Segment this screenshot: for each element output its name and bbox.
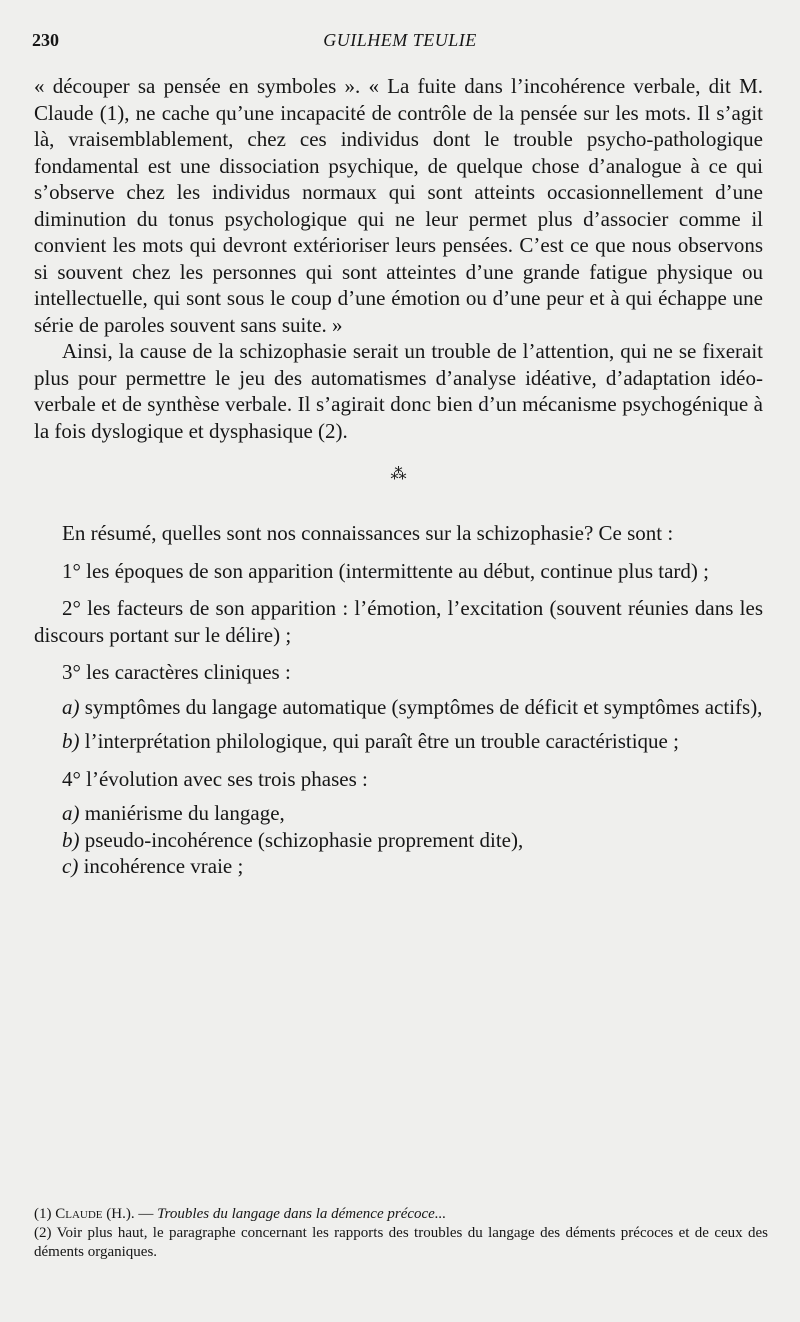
page-header [0,30,800,56]
footnote-1-title: Troubles du langage dans la démence précoce... [157,1206,447,1222]
quote-paragraph: « découper sa pensée en symboles ». « La fuite dans l’incohérence verbale, dit M. Claude (1), ne cache qu’une incapacité de contrôle de la pensée sur les mots. Il s’agit là, vraisemblablement, chez ces individus dont le trouble psycho-pathologique fondamental est une dissociation psychique, de quelque chose d’analogue à ce qui s’observe chez les individus normaux qui sont atteints occasionnellement d’une diminution du tonus psychologique qui ne leur permet plus d’associer comme il convient les mots qui devront extérioriser leurs pensées. C’est ce que nous observons si souvent chez les personnes qui sont atteintes d’une grande fatigue physique ou intellectuelle, qui sont sous le coup d’une émotion ou d’une peur et à qui échappe une série de paroles souvent sans suite. » [34,74,763,337]
list-item-4: 4° l’évolution avec ses trois phases : [62,766,368,791]
running-head: GUILHEM TEULIE [323,30,477,50]
sub-item-text: l’interprétation philologique, qui paraît être un trouble caractéristique ; [84,729,679,753]
sub-item-marker: c) [62,854,79,878]
list-item-2: 2° les facteurs de son apparition : l’émotion, l’excitation (souvent réunies dans les discours portant sur le délire) ; [34,596,763,647]
footnotes [34,1205,768,1262]
footnote-2: (2) Voir plus haut, le paragraphe concernant les rapports des troubles du langage des déments précoces et de ceux des déments organiques. [34,1225,768,1260]
sub-item-marker: b) [62,827,80,852]
sub-item-4c [34,853,763,880]
sub-item-marker: a) [62,801,80,825]
list-item-1: 1° les époques de son apparition (intermittente au début, continue plus tard) ; [62,558,709,583]
sub-item-text: incohérence vraie ; [83,854,244,878]
sub-item-text: maniérisme du langage, [84,801,285,825]
footnote-1-number: (1) [34,1206,52,1222]
footnote-1 [34,1205,768,1224]
footnote-1-author: Claude (H.). [55,1206,135,1222]
sub-item-marker: a) [62,694,80,719]
sub-item-3a [34,694,763,721]
summary-intro-paragraph: En résumé, quelles sont nos connaissances sur la schizophasie? Ce sont : [62,521,674,545]
conclusion-paragraph: Ainsi, la cause de la schizophasie serait un trouble de l’attention, qui ne se fixerait plus pour permettre le jeu des automatismes d’analyse idéative, d’adaptation idéo-verbale et de synthèse verbale. Il s’agirait donc bien d’un mécanisme psychogénique à la fois dyslogique et dysphasique (2). [34,339,763,443]
sub-item-text: symptômes du langage automatique (symptômes de déficit et symptômes actifs), [84,694,763,719]
sub-item-3b [34,728,763,755]
sub-item-text: pseudo-incohérence (schizophasie proprement dite), [84,827,524,852]
sub-item-marker: b) [62,729,80,753]
footnote-1-dash: — [134,1206,158,1222]
section-asterism: ⁂ [390,466,407,483]
body-text [34,73,763,880]
sub-item-4b [34,827,763,854]
page-number: 230 [32,30,59,50]
sub-item-4a [34,800,763,827]
list-item-3: 3° les caractères cliniques : [62,660,291,684]
